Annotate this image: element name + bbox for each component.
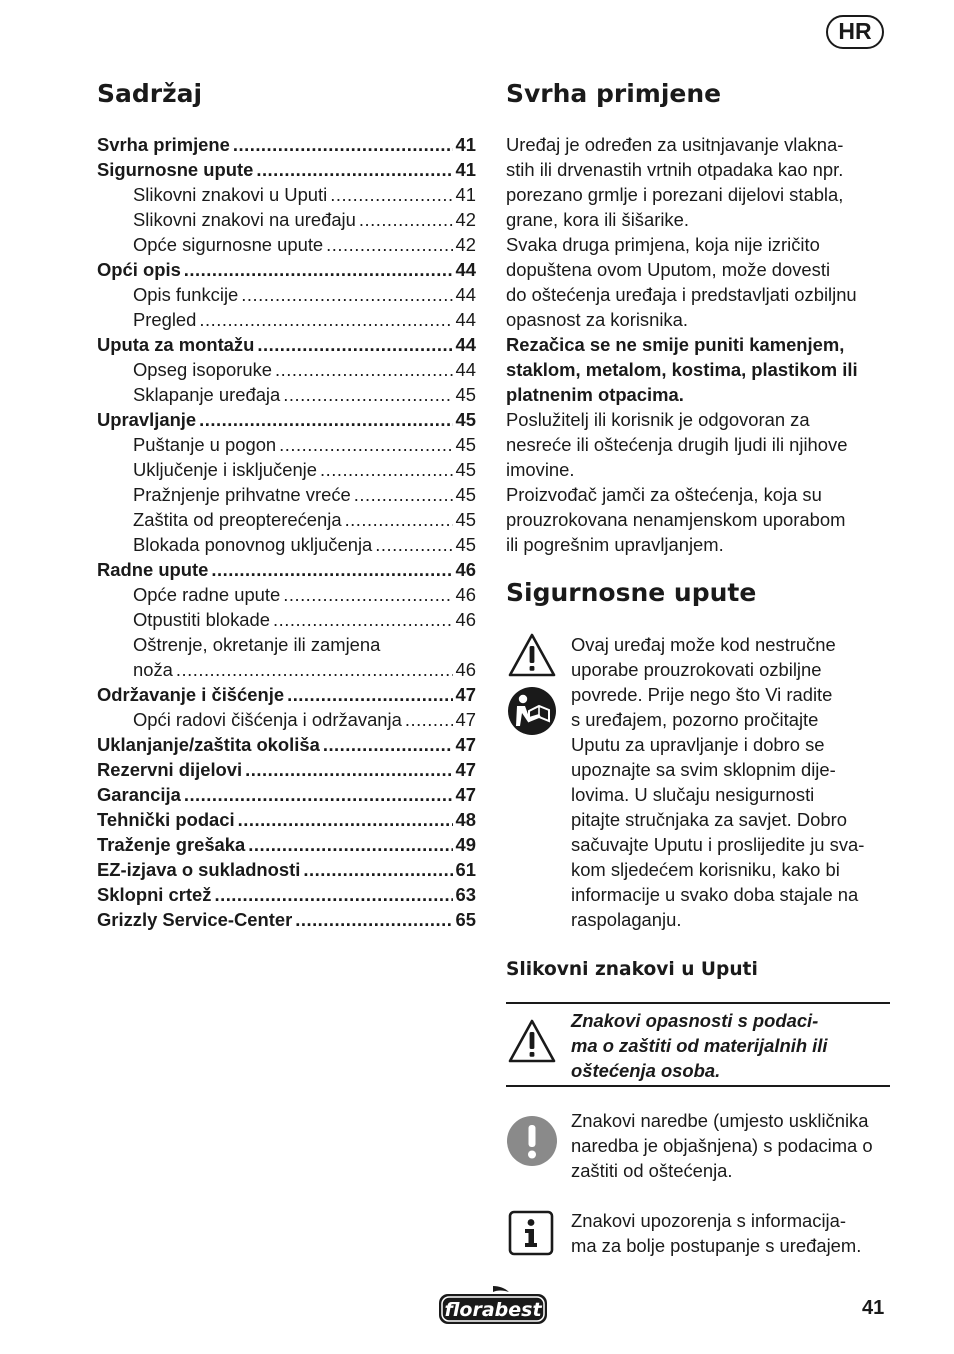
toc-item-label: Tehnički podaci bbox=[97, 809, 235, 830]
danger-triangle-icon bbox=[507, 1018, 557, 1064]
read-manual-icon bbox=[507, 686, 557, 736]
text-line: naredba je objašnjena) s podacima o bbox=[571, 1135, 873, 1156]
toc-item-label: Otpustiti blokade bbox=[133, 609, 270, 630]
text-line: stih ili drvenastih vrtnih otpadaka kao npr. bbox=[506, 159, 844, 180]
toc-item bbox=[97, 832, 476, 857]
symbols-subheading: Slikovni znakovi u Uputi bbox=[506, 959, 758, 980]
divider-bottom bbox=[506, 1085, 890, 1087]
toc-item-label: Grizzly Service-Center bbox=[97, 909, 293, 930]
toc-leader-dots bbox=[199, 307, 452, 332]
toc-item-label: Traženje grešaka bbox=[97, 834, 246, 855]
toc-item-label: Slikovni znakovi u Uputi bbox=[133, 184, 328, 205]
toc-item bbox=[97, 432, 476, 457]
text-line: imovine. bbox=[506, 459, 575, 480]
language-badge: HR bbox=[826, 15, 884, 49]
text-line: zaštiti od oštećenja. bbox=[571, 1160, 733, 1181]
toc-item bbox=[97, 882, 476, 907]
toc-item-page: 47 bbox=[455, 684, 476, 705]
toc-leader-dots bbox=[345, 507, 453, 532]
toc-leader-dots bbox=[214, 882, 452, 907]
text-line: ma o zaštiti od materijalnih ili bbox=[571, 1035, 828, 1056]
toc-item-page: 45 bbox=[455, 459, 476, 480]
toc-item bbox=[97, 782, 476, 807]
toc-item-label: Uključenje i isključenje bbox=[133, 459, 317, 480]
toc-item-page: 65 bbox=[455, 909, 476, 930]
toc-leader-dots bbox=[283, 582, 452, 607]
toc-item-label: Radne upute bbox=[97, 559, 209, 580]
text-line: Proizvođač jamči za oštećenja, koja su bbox=[506, 484, 822, 505]
text-line: Znakovi upozorenja s informacija- bbox=[571, 1210, 846, 1231]
toc-item-label: Oštrenje, okretanje ili zamjena bbox=[133, 634, 381, 655]
toc-item-page: 45 bbox=[455, 534, 476, 555]
toc-item bbox=[97, 582, 476, 607]
toc-item-page: 63 bbox=[455, 884, 476, 905]
toc-item bbox=[97, 282, 476, 307]
toc-item bbox=[97, 607, 476, 632]
toc-leader-dots bbox=[303, 857, 452, 882]
toc-item-label: Uklanjanje/zaštita okoliša bbox=[97, 734, 320, 755]
toc-leader-dots bbox=[354, 482, 453, 507]
text-line: Poslužitelj ili korisnik je odgovoran za bbox=[506, 409, 810, 430]
toc-item-page: 45 bbox=[455, 384, 476, 405]
text-line: uporabe prouzrokovati ozbiljne bbox=[571, 659, 822, 680]
text-line: Ovaj uređaj može kod nestručne bbox=[571, 634, 836, 655]
toc-leader-dots bbox=[279, 432, 452, 457]
text-line: Rezačica se ne smije puniti kamenjem, bbox=[506, 334, 845, 355]
toc-leader-dots bbox=[405, 707, 453, 732]
toc-item-page: 45 bbox=[455, 509, 476, 530]
text-line: povrede. Prije nego što Vi radite bbox=[571, 684, 833, 705]
toc-item bbox=[97, 482, 476, 507]
toc-item-page: 45 bbox=[455, 434, 476, 455]
toc-leader-dots bbox=[245, 757, 452, 782]
text-line: oštećenja osoba. bbox=[571, 1060, 721, 1081]
toc-leader-dots bbox=[320, 457, 453, 482]
text-line: raspolaganju. bbox=[571, 909, 682, 930]
toc-item-label: Opći radovi čišćenja i održavanja bbox=[133, 709, 402, 730]
text-line: nesreće ili oštećenja drugih ljudi ili njihove bbox=[506, 434, 848, 455]
toc-item bbox=[97, 682, 476, 707]
toc-item-label: Opseg isoporuke bbox=[133, 359, 273, 380]
toc-item bbox=[97, 507, 476, 532]
toc-leader-dots bbox=[326, 232, 452, 257]
text-line: sačuvajte Uputu i proslijedite ju sva- bbox=[571, 834, 865, 855]
toc-item bbox=[97, 357, 476, 382]
safety-warning-text bbox=[571, 632, 891, 932]
toc-item bbox=[97, 332, 476, 357]
toc-item-label: Opći opis bbox=[97, 259, 181, 280]
text-line: Svaka druga primjena, koja nije izričito bbox=[506, 234, 820, 255]
toc-leader-dots bbox=[283, 382, 452, 407]
text-line: Uputu za upravljanje i dobro se bbox=[571, 734, 825, 755]
toc-item-page: 46 bbox=[455, 584, 476, 605]
toc-leader-dots bbox=[211, 557, 452, 582]
toc-item-page: 47 bbox=[455, 759, 476, 780]
toc-item-label: noža bbox=[133, 659, 173, 680]
purpose-text bbox=[506, 132, 890, 557]
toc-leader-dots bbox=[176, 657, 453, 682]
warning-triangle-icon bbox=[507, 632, 557, 678]
toc-item-page: 44 bbox=[455, 359, 476, 380]
toc-item bbox=[97, 132, 476, 157]
page-number: 41 bbox=[862, 1297, 885, 1319]
toc-item-label: Upravljanje bbox=[97, 409, 197, 430]
toc-item-label: Opis funkcije bbox=[133, 284, 239, 305]
toc-item-page: 42 bbox=[455, 209, 476, 230]
command-exclamation-icon bbox=[506, 1115, 558, 1167]
danger-symbol-text bbox=[571, 1008, 891, 1083]
toc-leader-dots bbox=[233, 132, 453, 157]
table-of-contents bbox=[97, 132, 476, 932]
toc-item-page: 48 bbox=[455, 809, 476, 830]
toc-leader-dots bbox=[287, 682, 452, 707]
toc-leader-dots bbox=[257, 332, 452, 357]
toc-item-page: 46 bbox=[455, 659, 476, 680]
toc-item-label: Blokada ponovnog uključenja bbox=[133, 534, 373, 555]
toc-item bbox=[97, 732, 476, 757]
toc-item-label: Rezervni dijelovi bbox=[97, 759, 243, 780]
toc-item bbox=[97, 807, 476, 832]
toc-item bbox=[97, 632, 476, 657]
text-line: platnenim otpacima. bbox=[506, 384, 684, 405]
toc-leader-dots bbox=[359, 207, 453, 232]
toc-item-label: Pregled bbox=[133, 309, 197, 330]
toc-item bbox=[97, 707, 476, 732]
toc-item bbox=[97, 257, 476, 282]
text-line: staklom, metalom, kostima, plastikom ili bbox=[506, 359, 858, 380]
toc-item-label: Garancija bbox=[97, 784, 181, 805]
toc-item-label: EZ-izjava o sukladnosti bbox=[97, 859, 301, 880]
toc-item bbox=[97, 557, 476, 582]
toc-item bbox=[97, 532, 476, 557]
toc-item-label: Zaštita od preopterećenja bbox=[133, 509, 342, 530]
toc-item-page: 41 bbox=[455, 134, 476, 155]
info-symbol-text bbox=[571, 1208, 891, 1258]
text-line: ma za bolje postupanje s uređajem. bbox=[571, 1235, 862, 1256]
toc-item-page: 47 bbox=[455, 784, 476, 805]
text-line: ili pogrešnim upravljanjem. bbox=[506, 534, 724, 555]
toc-item-page: 47 bbox=[455, 734, 476, 755]
toc-item-label: Slikovni znakovi na uređaju bbox=[133, 209, 356, 230]
toc-leader-dots bbox=[375, 532, 452, 557]
toc-item-label: Sklapanje uređaja bbox=[133, 384, 281, 405]
divider-top bbox=[506, 1002, 890, 1004]
toc-item-label: Uputa za montažu bbox=[97, 334, 255, 355]
toc-leader-dots bbox=[330, 182, 452, 207]
toc-item bbox=[97, 657, 476, 682]
text-line: upoznajte sa svim sklopnim dije- bbox=[571, 759, 836, 780]
toc-item-page: 42 bbox=[455, 234, 476, 255]
toc-item-page: 44 bbox=[455, 259, 476, 280]
toc-item-page: 46 bbox=[455, 609, 476, 630]
text-line: do oštećenja uređaja i predstavljati ozbiljnu bbox=[506, 284, 857, 305]
toc-item-page: 41 bbox=[455, 159, 476, 180]
toc-item bbox=[97, 407, 476, 432]
text-line: porezano grmlje i porezani dijelovi stabla, bbox=[506, 184, 844, 205]
toc-item bbox=[97, 307, 476, 332]
toc-item bbox=[97, 907, 476, 932]
toc-item-label: Opće radne upute bbox=[133, 584, 281, 605]
toc-item-page: 44 bbox=[455, 309, 476, 330]
command-symbol-text bbox=[571, 1108, 891, 1183]
toc-item-page: 47 bbox=[455, 709, 476, 730]
toc-item-page: 44 bbox=[455, 284, 476, 305]
florabest-logo bbox=[437, 1284, 549, 1326]
toc-item-label: Sigurnosne upute bbox=[97, 159, 254, 180]
toc-item-page: 41 bbox=[455, 184, 476, 205]
toc-item-label: Sklopni crtež bbox=[97, 884, 212, 905]
text-line: opasnost za korisnika. bbox=[506, 309, 688, 330]
toc-leader-dots bbox=[295, 907, 452, 932]
toc-item-page: 45 bbox=[455, 409, 476, 430]
toc-leader-dots bbox=[184, 782, 453, 807]
text-line: dopuštena ovom Uputom, može dovesti bbox=[506, 259, 831, 280]
safety-title: Sigurnosne upute bbox=[506, 578, 757, 607]
text-line: Znakovi naredbe (umjesto uskličnika bbox=[571, 1110, 869, 1131]
toc-leader-dots bbox=[238, 807, 453, 832]
toc-item bbox=[97, 857, 476, 882]
text-line: grane, kora ili šišarike. bbox=[506, 209, 689, 230]
text-line: lovima. U slučaju nesigurnosti bbox=[571, 784, 815, 805]
toc-item-label: Pražnjenje prihvatne vreće bbox=[133, 484, 351, 505]
text-line: pitajte stručnjaka za savjet. Dobro bbox=[571, 809, 847, 830]
text-line: Znakovi opasnosti s podaci- bbox=[571, 1010, 819, 1031]
toc-item bbox=[97, 382, 476, 407]
toc-item bbox=[97, 457, 476, 482]
toc-title: Sadržaj bbox=[97, 79, 203, 108]
toc-item bbox=[97, 157, 476, 182]
purpose-title: Svrha primjene bbox=[506, 79, 722, 108]
toc-item-page: 44 bbox=[455, 334, 476, 355]
toc-leader-dots bbox=[248, 832, 452, 857]
text-line: s uređajem, pozorno pročitajte bbox=[571, 709, 819, 730]
toc-leader-dots bbox=[184, 257, 453, 282]
info-icon bbox=[508, 1210, 554, 1256]
text-line: kom sljedećem korisniku, kako bi bbox=[571, 859, 840, 880]
logo-text: florabest bbox=[444, 1299, 542, 1321]
text-line: prouzrokovana nenamjenskom uporabom bbox=[506, 509, 846, 530]
toc-item bbox=[97, 207, 476, 232]
toc-leader-dots bbox=[256, 157, 452, 182]
toc-item-page: 49 bbox=[455, 834, 476, 855]
toc-leader-dots bbox=[241, 282, 452, 307]
toc-item bbox=[97, 232, 476, 257]
toc-leader-dots bbox=[199, 407, 452, 432]
toc-item-page: 45 bbox=[455, 484, 476, 505]
toc-item-label: Svrha primjene bbox=[97, 134, 230, 155]
toc-item-page: 61 bbox=[455, 859, 476, 880]
toc-item-label: Opće sigurnosne upute bbox=[133, 234, 324, 255]
toc-item bbox=[97, 757, 476, 782]
toc-item-label: Puštanje u pogon bbox=[133, 434, 277, 455]
text-line: informacije u svako doba stajale na bbox=[571, 884, 859, 905]
toc-leader-dots bbox=[273, 607, 453, 632]
toc-item-label: Održavanje i čišćenje bbox=[97, 684, 285, 705]
toc-leader-dots bbox=[323, 732, 453, 757]
toc-item bbox=[97, 182, 476, 207]
toc-item-page: 46 bbox=[455, 559, 476, 580]
toc-leader-dots bbox=[275, 357, 452, 382]
text-line: Uređaj je određen za usitnjavanje vlakna- bbox=[506, 134, 844, 155]
